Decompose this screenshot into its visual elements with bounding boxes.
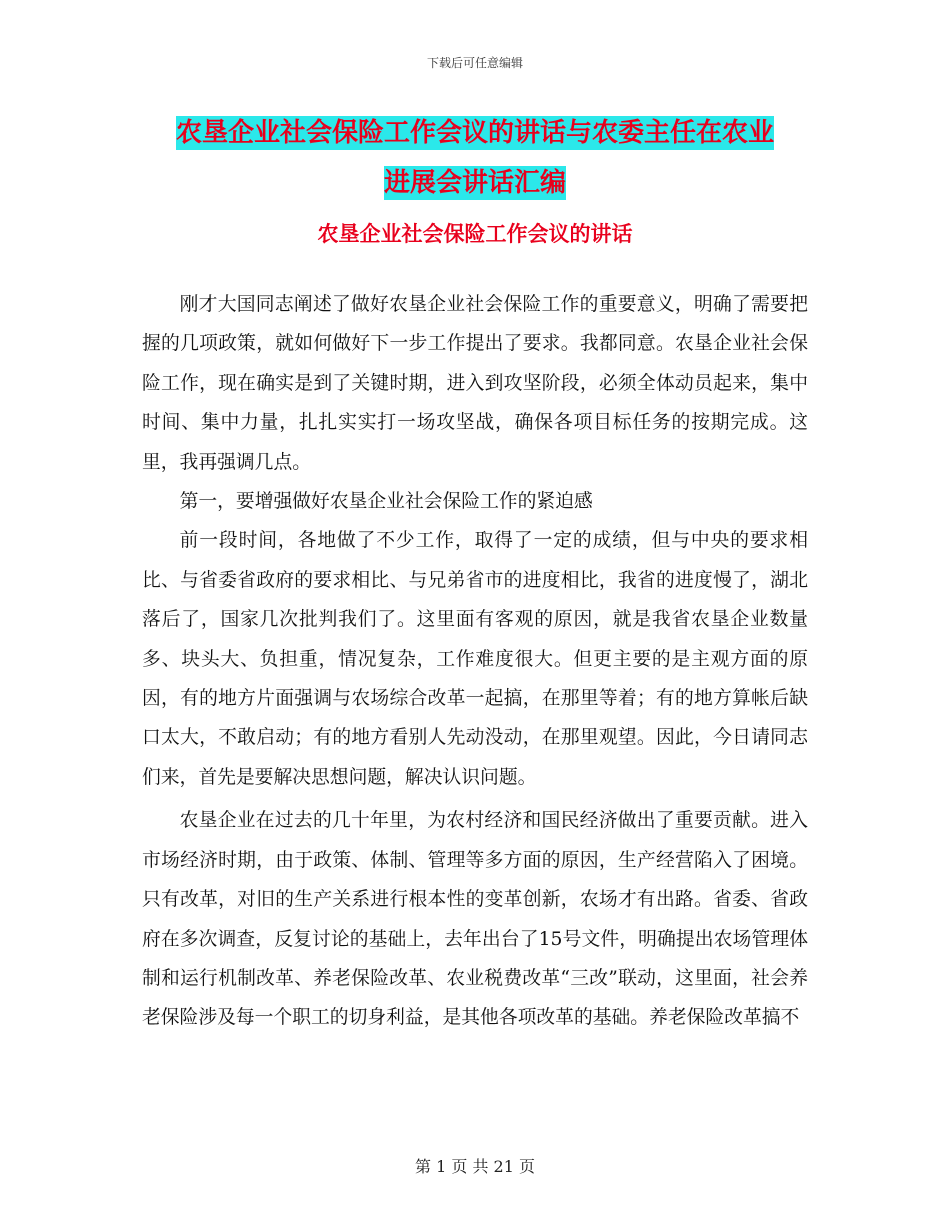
paragraph: 刚才大国同志阐述了做好农垦企业社会保险工作的重要意义，明确了需要把握的几项政策，就如何做好下一步工作提出了要求。我都同意。农垦企业社会保险工作，现在确实是到了关键时期，进入到攻坚阶段，必须全体动员起来，集中时间、集中力量，扎扎实实打一场攻坚战，确保各项目标任务的按期完成。这里，我再强调几点。 xyxy=(142,294,808,473)
paragraph: 前一段时间，各地做了不少工作，取得了一定的成绩，但与中央的要求相比、与省委省政府的要求相比、与兄弟省市的进度相比，我省的进度慢了，湖北落后了，国家几次批判我们了。这里面有客观的原因，就是我省农垦企业数量多、块头大、负担重，情况复杂，工作难度很大。但更主要的是主观方面的原因，有的地方片面强调与农场综合改革一起搞，在那里等着；有的地方算帐后缺口太大，不敢启动；有的地方看别人先动没动，在那里观望。因此，今日请同志们来，首先是要解决思想问题，解决认识问题。 xyxy=(142,530,808,788)
section-title: 农垦企业社会保险工作会议的讲话 xyxy=(317,222,633,246)
paragraph-heading: 第一，要增强做好农垦企业社会保险工作的紧迫感 xyxy=(179,491,593,513)
page-footer: 第 1 页 共 21 页 xyxy=(415,1157,535,1176)
header-note: 下载后可任意编辑 xyxy=(426,56,523,70)
title-line-1: 农垦企业社会保险工作会议的讲话与农委主任在农业 xyxy=(175,118,774,148)
paragraph: 农垦企业在过去的几十年里，为农村经济和国民经济做出了重要贡献。进入市场经济时期，由于政策、体制、管理等多方面的原因，生产经营陷入了困境。只有改革，对旧的生产关系进行根本性的变革创新，农场才有出路。省委、省政府在多次调查，反复讨论的基础上，去年出台了15号文件，明确提出农场管理体制和运行机制改革、养老保险改革、农业税费改革“三改”联动，这里面，社会养老保险涉及每一个职工的切身利益，是其他各项改革的基础。养老保险改革搞不 xyxy=(142,810,808,1029)
document-title xyxy=(142,108,808,208)
title-line-2: 进展会讲话汇编 xyxy=(383,168,566,198)
body-text xyxy=(142,285,808,1038)
